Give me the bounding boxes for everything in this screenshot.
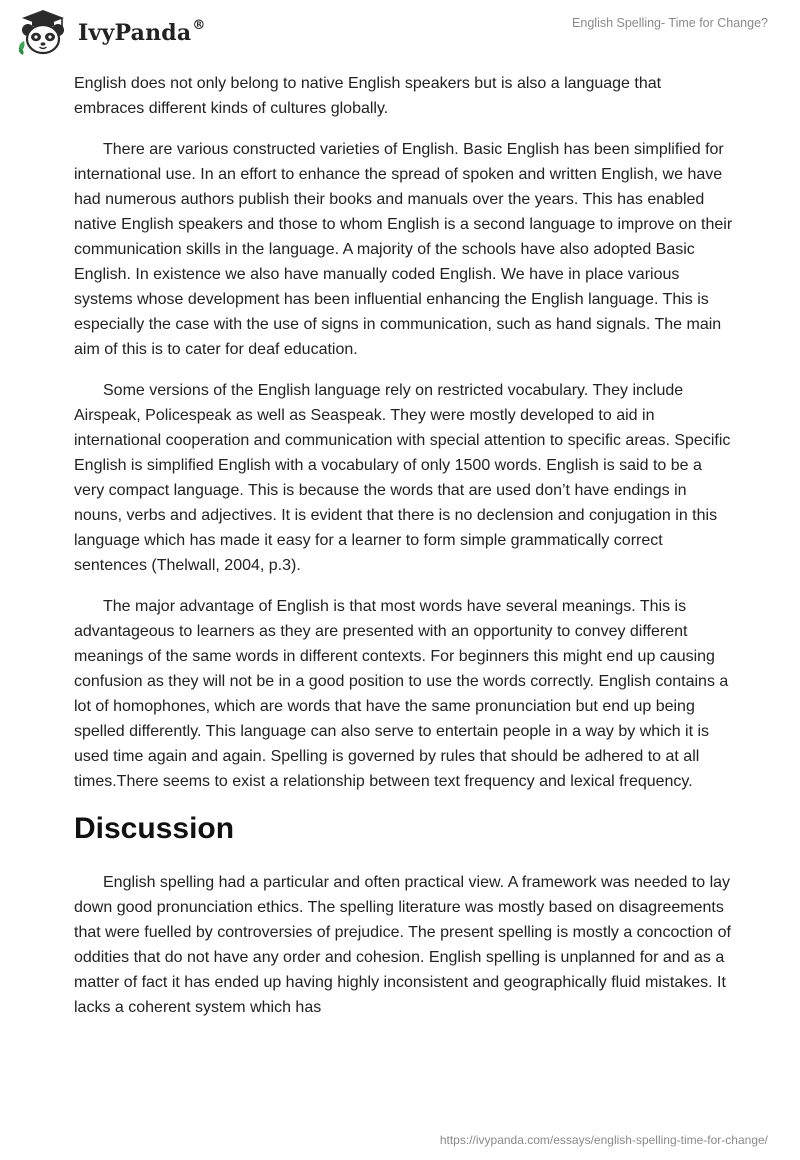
registered-mark: ® xyxy=(192,18,206,33)
section-heading-discussion: Discussion xyxy=(74,812,235,845)
brand-name-text: IvyPanda xyxy=(78,20,192,46)
brand-logo[interactable] xyxy=(14,8,206,58)
panda-logo-icon xyxy=(14,8,72,58)
body-paragraph: There are various constructed varieties of English. Basic English has been simplified for international use. In an effort to enhance the spread of spoken and written English, we have had numerous authors publish their books and manuals over the years. This has enabled native English speakers and those to whom English is a second language to improve on their communication skills in the language. A majority of the schools have also adopted Basic English. In existence we also have manually coded English. We have in place various systems whose development has been influential enhancing the English language. This is especially the case with the use of signs in communication, such as hand signals. The main aim of this is to cater for deaf education. xyxy=(74,141,733,358)
body-paragraph: The major advantage of English is that most words have several meanings. This is advantageous to learners as they are presented with an opportunity to convey different meanings of the same words in different contexts. For beginners this might end up causing confusion as they will not be in a good position to use the words correctly. English contains a lot of homophones, which are words that have the same pronunciation but end up being spelled differently. This language can also serve to entertain people in a way by which it is used time again and again. Spelling is governed by rules that should be adhered to at all times.There seems to exist a relationship between text frequency and lexical frequency. xyxy=(74,598,729,790)
body-paragraph: Some versions of the English language rely on restricted vocabulary. They include Airspeak, Policespeak as well as Seaspeak. They were mostly developed to aid in international cooperation and communication with special attention to specific areas. Specific English is simplified English with a vocabulary of only 1500 words. English is said to be a very compact language. This is because the words that are used don’t have endings in nouns, verbs and adjectives. It is evident that there is no declension and conjugation in this language which has made it easy for a learner to form simple grammatically correct sentences (Thelwall, 2004, p.3). xyxy=(74,382,731,574)
essay-content xyxy=(74,71,734,1036)
intro-paragraph: English does not only belong to native English speakers but is also a language that embraces different kinds of cultures globally. xyxy=(74,75,662,117)
source-url-link[interactable]: https://ivypanda.com/essays/english-spelling-time-for-change/ xyxy=(439,1133,768,1147)
document-title: English Spelling- Time for Change? xyxy=(572,16,768,30)
discussion-paragraph: English spelling had a particular and often practical view. A framework was needed to lay down good pronunciation ethics. The spelling literature was mostly based on disagreements that were fuelled by controversies of prejudice. The present spelling is mostly a concoction of oddities that do not have any order and cohesion. English spelling is unplanned for and as a matter of fact it has ended up having highly inconsistent and geographically fluid mistakes. It lacks a coherent system which has xyxy=(74,874,731,1016)
page-header xyxy=(0,0,800,66)
brand-name xyxy=(78,20,206,46)
